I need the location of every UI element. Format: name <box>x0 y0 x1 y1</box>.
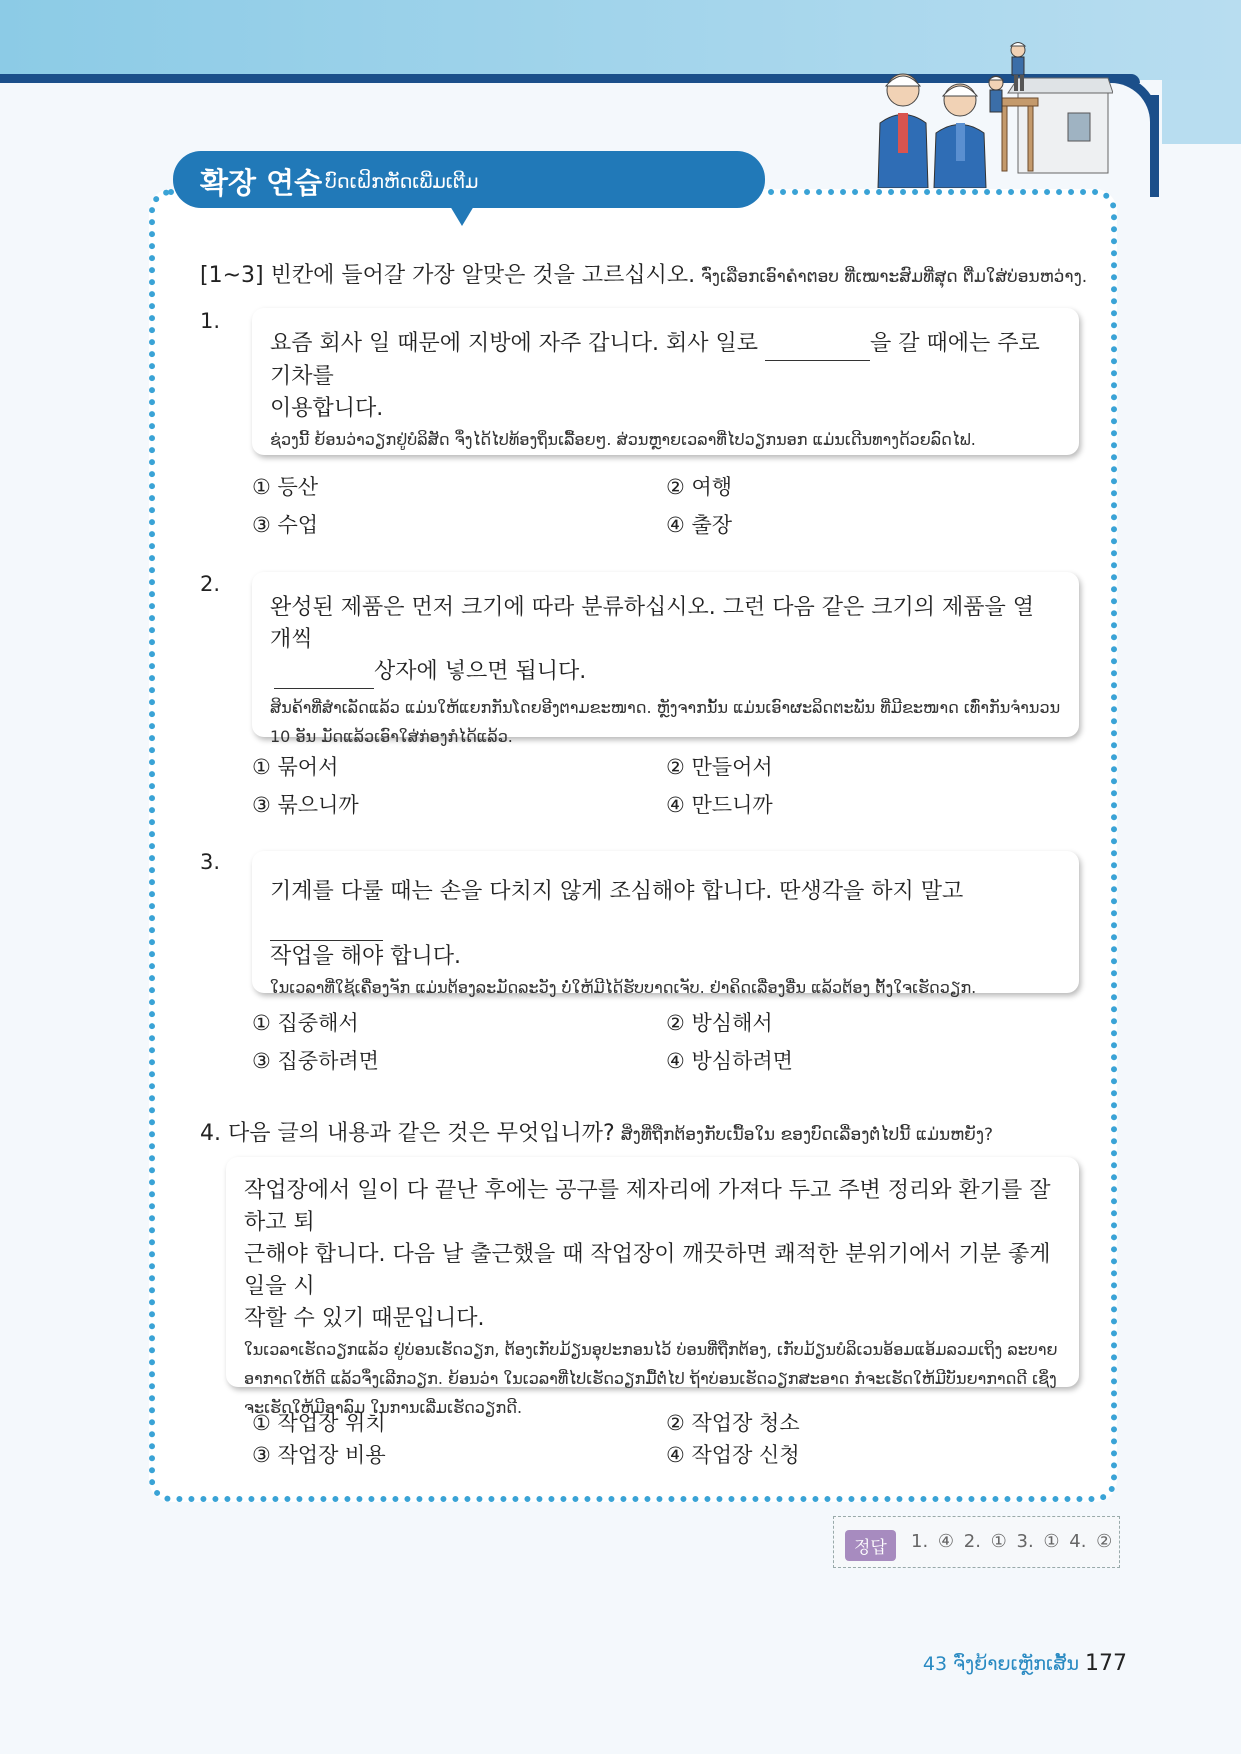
top-banner-right <box>1162 80 1241 144</box>
instruction <box>200 258 1087 289</box>
instruction-ko: [1~3] 빈칸에 들어갈 가장 알맞은 것을 고르십시오. <box>200 263 696 288</box>
question-1-text-line2: 이용합니다. <box>270 396 384 421</box>
question-2-translation-line2: 10 ອັນ ມັດແລ້ວເອົາໃສ່ກ່ອງກໍໄດ້ແລ້ວ. <box>270 727 513 746</box>
worker-mid-figure <box>989 76 1003 112</box>
answer-key-values: 1. ④ 2. ① 3. ① 4. ② <box>911 1531 1113 1552</box>
question-4-translation-line2: ອາກາດໃຫ້ດີ ແລ້ວຈຶ່ງເລີກວຽກ. ຍ້ອນວ່າ ໃນເວລາທີ່ໄປເຮັດວຽກມື້ຕໍ່ໄປ ຖ້າບ່ອນເຮັດວຽກສະອາດ ກໍຈະເຮັດໃຫ້ມີບັນຍາກາດດີ ເຊິ່ງ <box>244 1369 1057 1388</box>
question-3-option-2[interactable]: ② 방심해서 <box>666 1011 773 1035</box>
question-2-option-2[interactable]: ② 만들어서 <box>666 755 773 779</box>
worker-left-figure <box>878 74 928 188</box>
instruction-lao: ຈົ່ງເລືອກເອົາຄຳຕອບ ທີ່ເໝາະສົມທີ່ສຸດ ຕື່ມໃສ່ບ່ອນຫວ່າງ. <box>701 267 1088 287</box>
question-4-text-line1: 작업장에서 일이 다 끝난 후에는 공구를 제자리에 가져다 두고 주변 정리와 환기를 잘 하고 퇴 <box>244 1178 1051 1235</box>
question-3-option-4[interactable]: ④ 방심하려면 <box>666 1049 793 1073</box>
question-4-prompt-lao: ສິ່ງທີ່ຖືກຕ້ອງກັບເນື້ອໃນ ຂອງບົດເລື່ອງຕໍ່ໄປນີ້ ແມ່ນຫຍັງ? <box>620 1125 994 1145</box>
question-4-option-3[interactable]: ③ 작업장 비용 <box>252 1443 386 1467</box>
answer-key <box>833 1516 1120 1568</box>
question-1-translation: ຊ່ວງນີ້ ຍ້ອນວ່າວຽກຢູ່ບໍລິສັດ ຈຶ່ງໄດ້ໄປທ້ອງຖິ່ນເລື້ອຍໆ. ສ່ວນຫຼາຍເວລາທີ່ໄປວຽກນອກ ແມ່ນເດີນທາງດ້ວຍລົດໄຟ. <box>270 430 976 449</box>
question-2-option-4[interactable]: ④ 만드니까 <box>666 793 773 817</box>
section-title: 확장 연습 <box>200 166 323 200</box>
header-rule-vertical <box>1150 95 1159 197</box>
question-3-text-line2: 작업을 해야 합니다. <box>270 944 461 969</box>
workers-illustration <box>868 38 1113 188</box>
page-footer <box>923 1651 1127 1676</box>
question-4-option-4[interactable]: ④ 작업장 신청 <box>666 1443 800 1467</box>
section-tab-pointer <box>450 206 474 226</box>
section-title-lao: ບົດເຝິກຫັດເພີ່ມເຕີມ <box>325 171 479 193</box>
answer-key-label: 정답 <box>845 1530 896 1561</box>
question-4-prompt <box>200 1116 993 1147</box>
worker-top-figure <box>1011 43 1025 92</box>
question-1-text: 요즘 회사 일 때문에 지방에 자주 갑니다. 회사 일로 을 갈 때에는 주로 기차를 <box>270 328 1061 393</box>
question-3-text: 기계를 다룰 때는 손을 다치지 않게 조심해야 합니다. 딴생각을 하지 말고 <box>270 876 1061 941</box>
question-1-option-2[interactable]: ② 여행 <box>666 475 733 499</box>
question-2-option-1[interactable]: ① 묶어서 <box>252 755 339 779</box>
question-3-blank <box>270 908 383 941</box>
question-2-text: 완성된 제품은 먼저 크기에 따라 분류하십시오. 그런 다음 같은 크기의 제품을 열 개씩 <box>270 595 1034 652</box>
question-4-passage <box>226 1157 1079 1417</box>
question-3-translation: ໃນເວລາທີ່ໃຊ້ເຄື່ອງຈັກ ແມ່ນຕ້ອງລະມັດລະວັງ ບໍ່ໃຫ້ມີໄດ້ຮັບບາດເຈັບ. ຢ່າຄິດເລື່ອງອື່ນ ແລ້ວຕ້ອງ ຕັ້ງໃຈເຮັດວຽກ. <box>270 978 977 997</box>
question-1-number: 1. <box>200 309 221 333</box>
question-4-translation-line3: ຈະເຮັດໃຫ້ມີອາລົມ ໃນການເລີ່ມເຮັດວຽກດີ. <box>244 1398 523 1417</box>
question-4-translation-line1: ໃນເວລາເຮັດວຽກແລ້ວ ຢູ່ບ່ອນເຮັດວຽກ, ຕ້ອງເກັບມ້ຽນອຸປະກອນໄວ້ ບ່ອນທີ່ຖືກຕ້ອງ, ເກັບມ້ຽນບໍລິເວນອ້ອມແອ້ມລວມເຖິງ ລະບາຍ <box>244 1340 1058 1359</box>
question-2-option-3[interactable]: ③ 묶으니까 <box>252 793 359 817</box>
chapter-title: 43 ຈົ່ງຍ້າຍເຫຼັກເສັ້ນ <box>922 1653 1079 1675</box>
question-3-passage <box>252 851 1079 997</box>
question-2-passage <box>252 572 1079 746</box>
question-3-option-1[interactable]: ① 집중해서 <box>252 1011 359 1035</box>
worker-center-figure <box>934 84 986 188</box>
page-number: 177 <box>1085 1651 1127 1676</box>
building-image <box>998 78 1113 173</box>
question-4-text-line3: 작할 수 있기 때문입니다. <box>244 1306 485 1331</box>
question-1-option-1[interactable]: ① 등산 <box>252 475 319 499</box>
question-2-number: 2. <box>200 572 221 596</box>
question-4-prompt-ko: 다음 글의 내용과 같은 것은 무엇입니까? <box>228 1121 615 1146</box>
question-4-text-line2: 근해야 합니다. 다음 날 출근했을 때 작업장이 깨끗하면 쾌적한 분위기에서 기분 좋게 일을 시 <box>244 1242 1051 1299</box>
question-2-text-line2: 상자에 넣으면 됩니다. <box>270 656 1061 689</box>
question-2-translation: ສິນຄ້າທີ່ສຳເລັດແລ້ວ ແມ່ນໃຫ້ແຍກກັນໂດຍອີງຕາມຂະໜາດ. ຫຼັງຈາກນັ້ນ ແມ່ນເອົາຜະລິດຕະພັນ ທີ່ມີຂະໜາດ ເທົ່າກັນຈຳນວນ <box>270 698 1061 717</box>
question-4-option-1[interactable]: ① 작업장 위치 <box>252 1411 386 1435</box>
question-1-passage <box>252 308 1079 455</box>
question-3-option-3[interactable]: ③ 집중하려면 <box>252 1049 379 1073</box>
question-4-number: 4. <box>200 1121 221 1146</box>
question-1-blank <box>765 328 870 361</box>
question-4-option-2[interactable]: ② 작업장 청소 <box>666 1411 800 1435</box>
question-1-option-3[interactable]: ③ 수업 <box>252 513 319 537</box>
question-3-number: 3. <box>200 850 221 874</box>
question-1-option-4[interactable]: ④ 출장 <box>666 513 733 537</box>
question-2-blank <box>274 656 374 689</box>
